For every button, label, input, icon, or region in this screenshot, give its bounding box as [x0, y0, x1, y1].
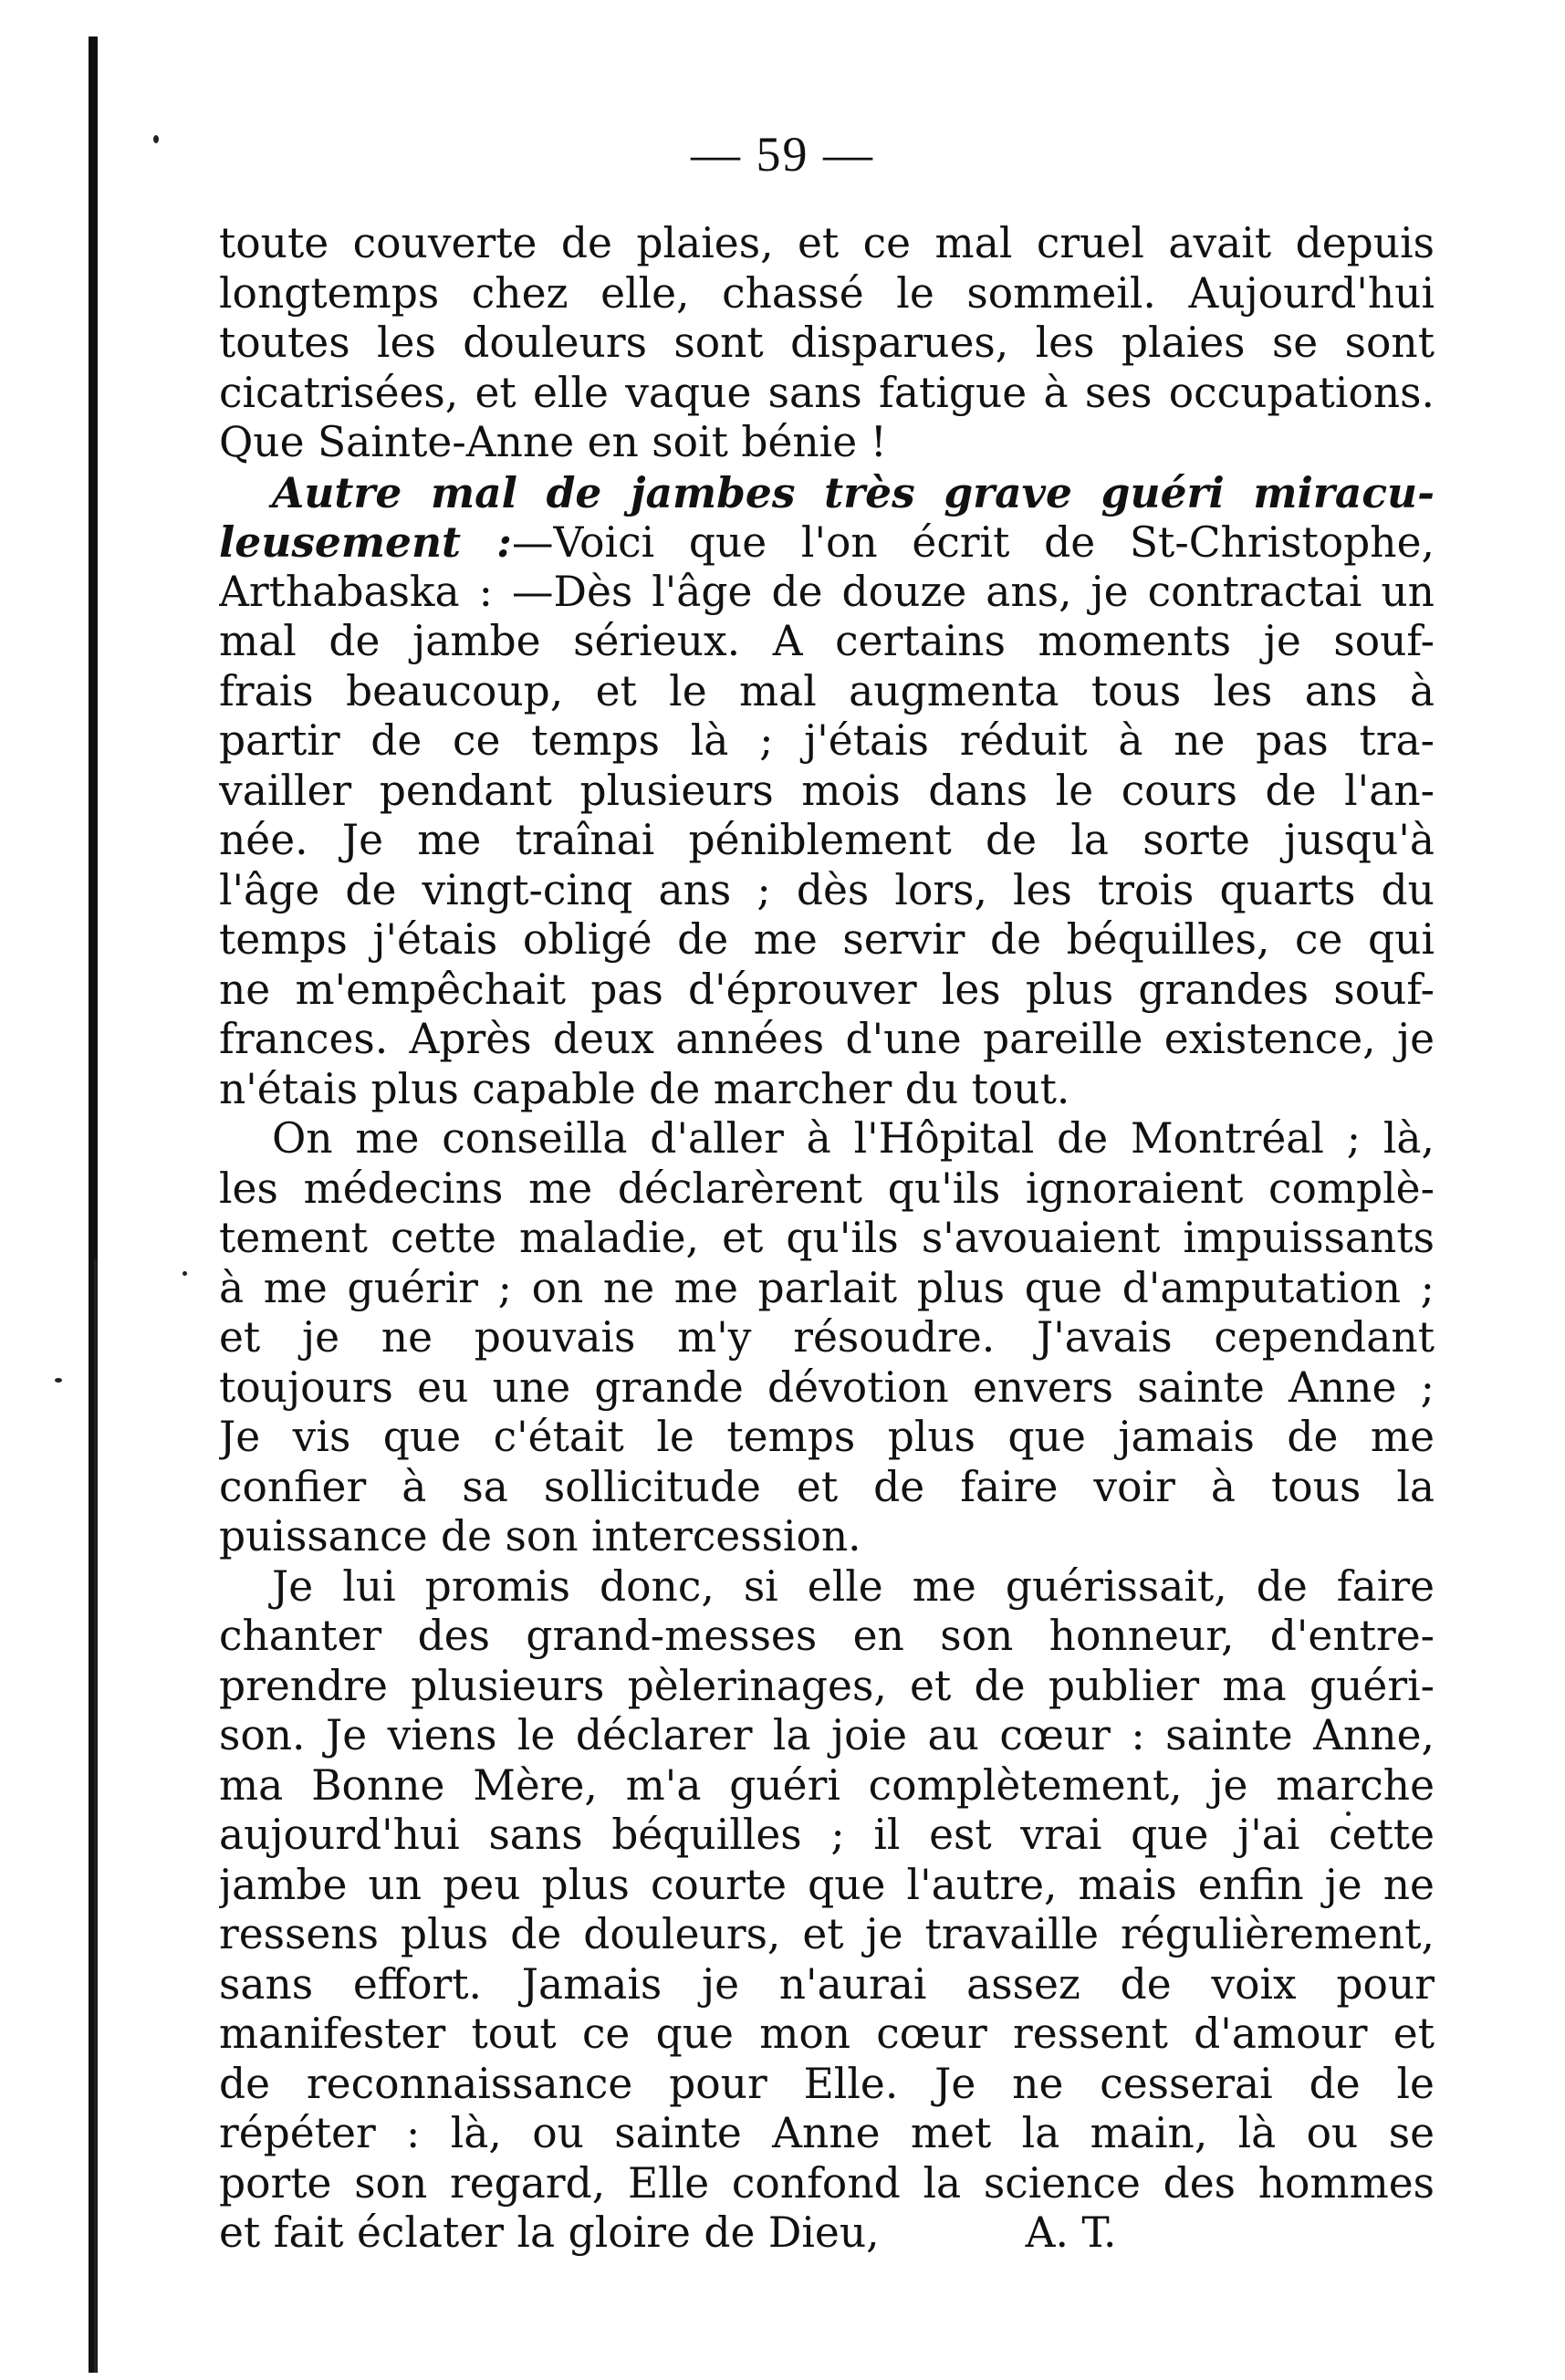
author-initials: A. T.: [1025, 2208, 1117, 2257]
text-line: Que Sainte-Anne en soit bénie !: [219, 418, 887, 466]
text-line: Arthabaska : —Dès l'âge de douze ans, je contractai un: [219, 567, 1435, 616]
text-line: prendre plusieurs pèlerinages, et de publier ma guéri-: [219, 1661, 1435, 1710]
section-heading-end: leusement :: [219, 517, 512, 567]
section-heading: Autre mal de jambes très grave guéri miracu-: [272, 467, 1435, 517]
text-line: confier à sa sollicitude et de faire voir à tous la: [219, 1462, 1435, 1511]
text-line: aujourd'hui sans béquilles ; il est vrai que j'ai cette: [219, 1811, 1435, 1859]
text-line: cicatrisées, et elle vaque sans fatigue à ses occupations.: [219, 368, 1435, 417]
text-line: sans effort. Jamais je n'aurai assez de voix pour: [219, 1959, 1435, 2009]
page-number: — 59 —: [691, 127, 874, 182]
text-line: son. Je viens le déclarer la joie au cœur : sainte Anne,: [219, 1711, 1435, 1759]
text-line: et je ne pouvais m'y résoudre. J'avais cependant: [219, 1313, 1435, 1362]
text-line: l'âge de vingt-cinq ans ; dès lors, les trois quarts du: [219, 865, 1435, 914]
text-line: toutes les douleurs sont disparues, les plaies se sont: [219, 318, 1435, 367]
text-line: vailler pendant plusieurs mois dans le cours de l'an-: [219, 766, 1435, 815]
text-line: toute couverte de plaies, et ce mal cruel avait depuis: [219, 219, 1435, 267]
body-text: [219, 219, 1435, 2259]
text-line: répéter : là, ou sainte Anne met la main, là ou se: [219, 2109, 1435, 2157]
text-line: ne m'empêchait pas d'éprouver les plus grandes souf-: [219, 965, 1435, 1014]
text-line: de reconnaissance pour Elle. Je ne cesserai de le: [219, 2059, 1435, 2108]
text-line: Je vis que c'était le temps plus que jamais de me: [219, 1413, 1435, 1461]
text-line: frais beaucoup, et le mal augmenta tous les ans à: [219, 666, 1435, 715]
closing-line: et fait éclater la gloire de Dieu, A. T.: [219, 2208, 1117, 2257]
text-line: née. Je me traînai péniblement de la sorte jusqu'à: [219, 816, 1435, 864]
text-line: Je lui promis donc, si elle me guérissait, de faire: [272, 1561, 1435, 1611]
text-line: partir de ce temps là ; j'étais réduit à ne pas tra-: [219, 716, 1435, 765]
text-line: mal de jambe sérieux. A certains moments je souf-: [219, 617, 1435, 665]
text-line: chanter des grand-messes en son honneur, d'entre-: [219, 1612, 1435, 1660]
print-speck: [55, 1378, 62, 1383]
text-line: n'étais plus capable de marcher du tout.: [219, 1064, 1070, 1113]
text-line: longtemps chez elle, chassé le sommeil. Aujourd'hui: [219, 268, 1435, 318]
text-line: temps j'étais obligé de me servir de béquilles, ce qui: [219, 915, 1435, 964]
text-line: toujours eu une grande dévotion envers sainte Anne ;: [219, 1362, 1435, 1412]
text-line: puissance de son intercession.: [219, 1512, 861, 1561]
binding-edge-line-lower: [94, 1259, 97, 2373]
text-line: leusement :—Voici que l'on écrit de St-Christophe,: [219, 517, 1435, 567]
text-line: jambe un peu plus courte que l'autre, mais enfin je ne: [219, 1860, 1435, 1909]
print-speck: [183, 1271, 187, 1276]
text-line: ma Bonne Mère, m'a guéri complètement, je marche: [219, 1760, 1435, 1810]
text-line: manifester tout ce que mon cœur ressent d'amour et: [219, 2009, 1435, 2058]
text-line: à me guérir ; on ne me parlait plus que d'amputation ;: [219, 1263, 1435, 1312]
text-line: frances. Après deux années d'une pareille existence, je: [219, 1015, 1435, 1063]
text-line: porte son regard, Elle confond la science des hommes: [219, 2158, 1435, 2208]
text-line: tement cette maladie, et qu'ils s'avouaient impuissants: [219, 1214, 1435, 1262]
text-line: On me conseilla d'aller à l'Hôpital de Montréal ; là,: [272, 1114, 1435, 1163]
text-line: les médecins me déclarèrent qu'ils ignoraient complè-: [219, 1164, 1435, 1213]
section-heading-line: [219, 468, 1435, 518]
text-line: ressens plus de douleurs, et je travaille régulièrement,: [219, 1910, 1435, 1958]
